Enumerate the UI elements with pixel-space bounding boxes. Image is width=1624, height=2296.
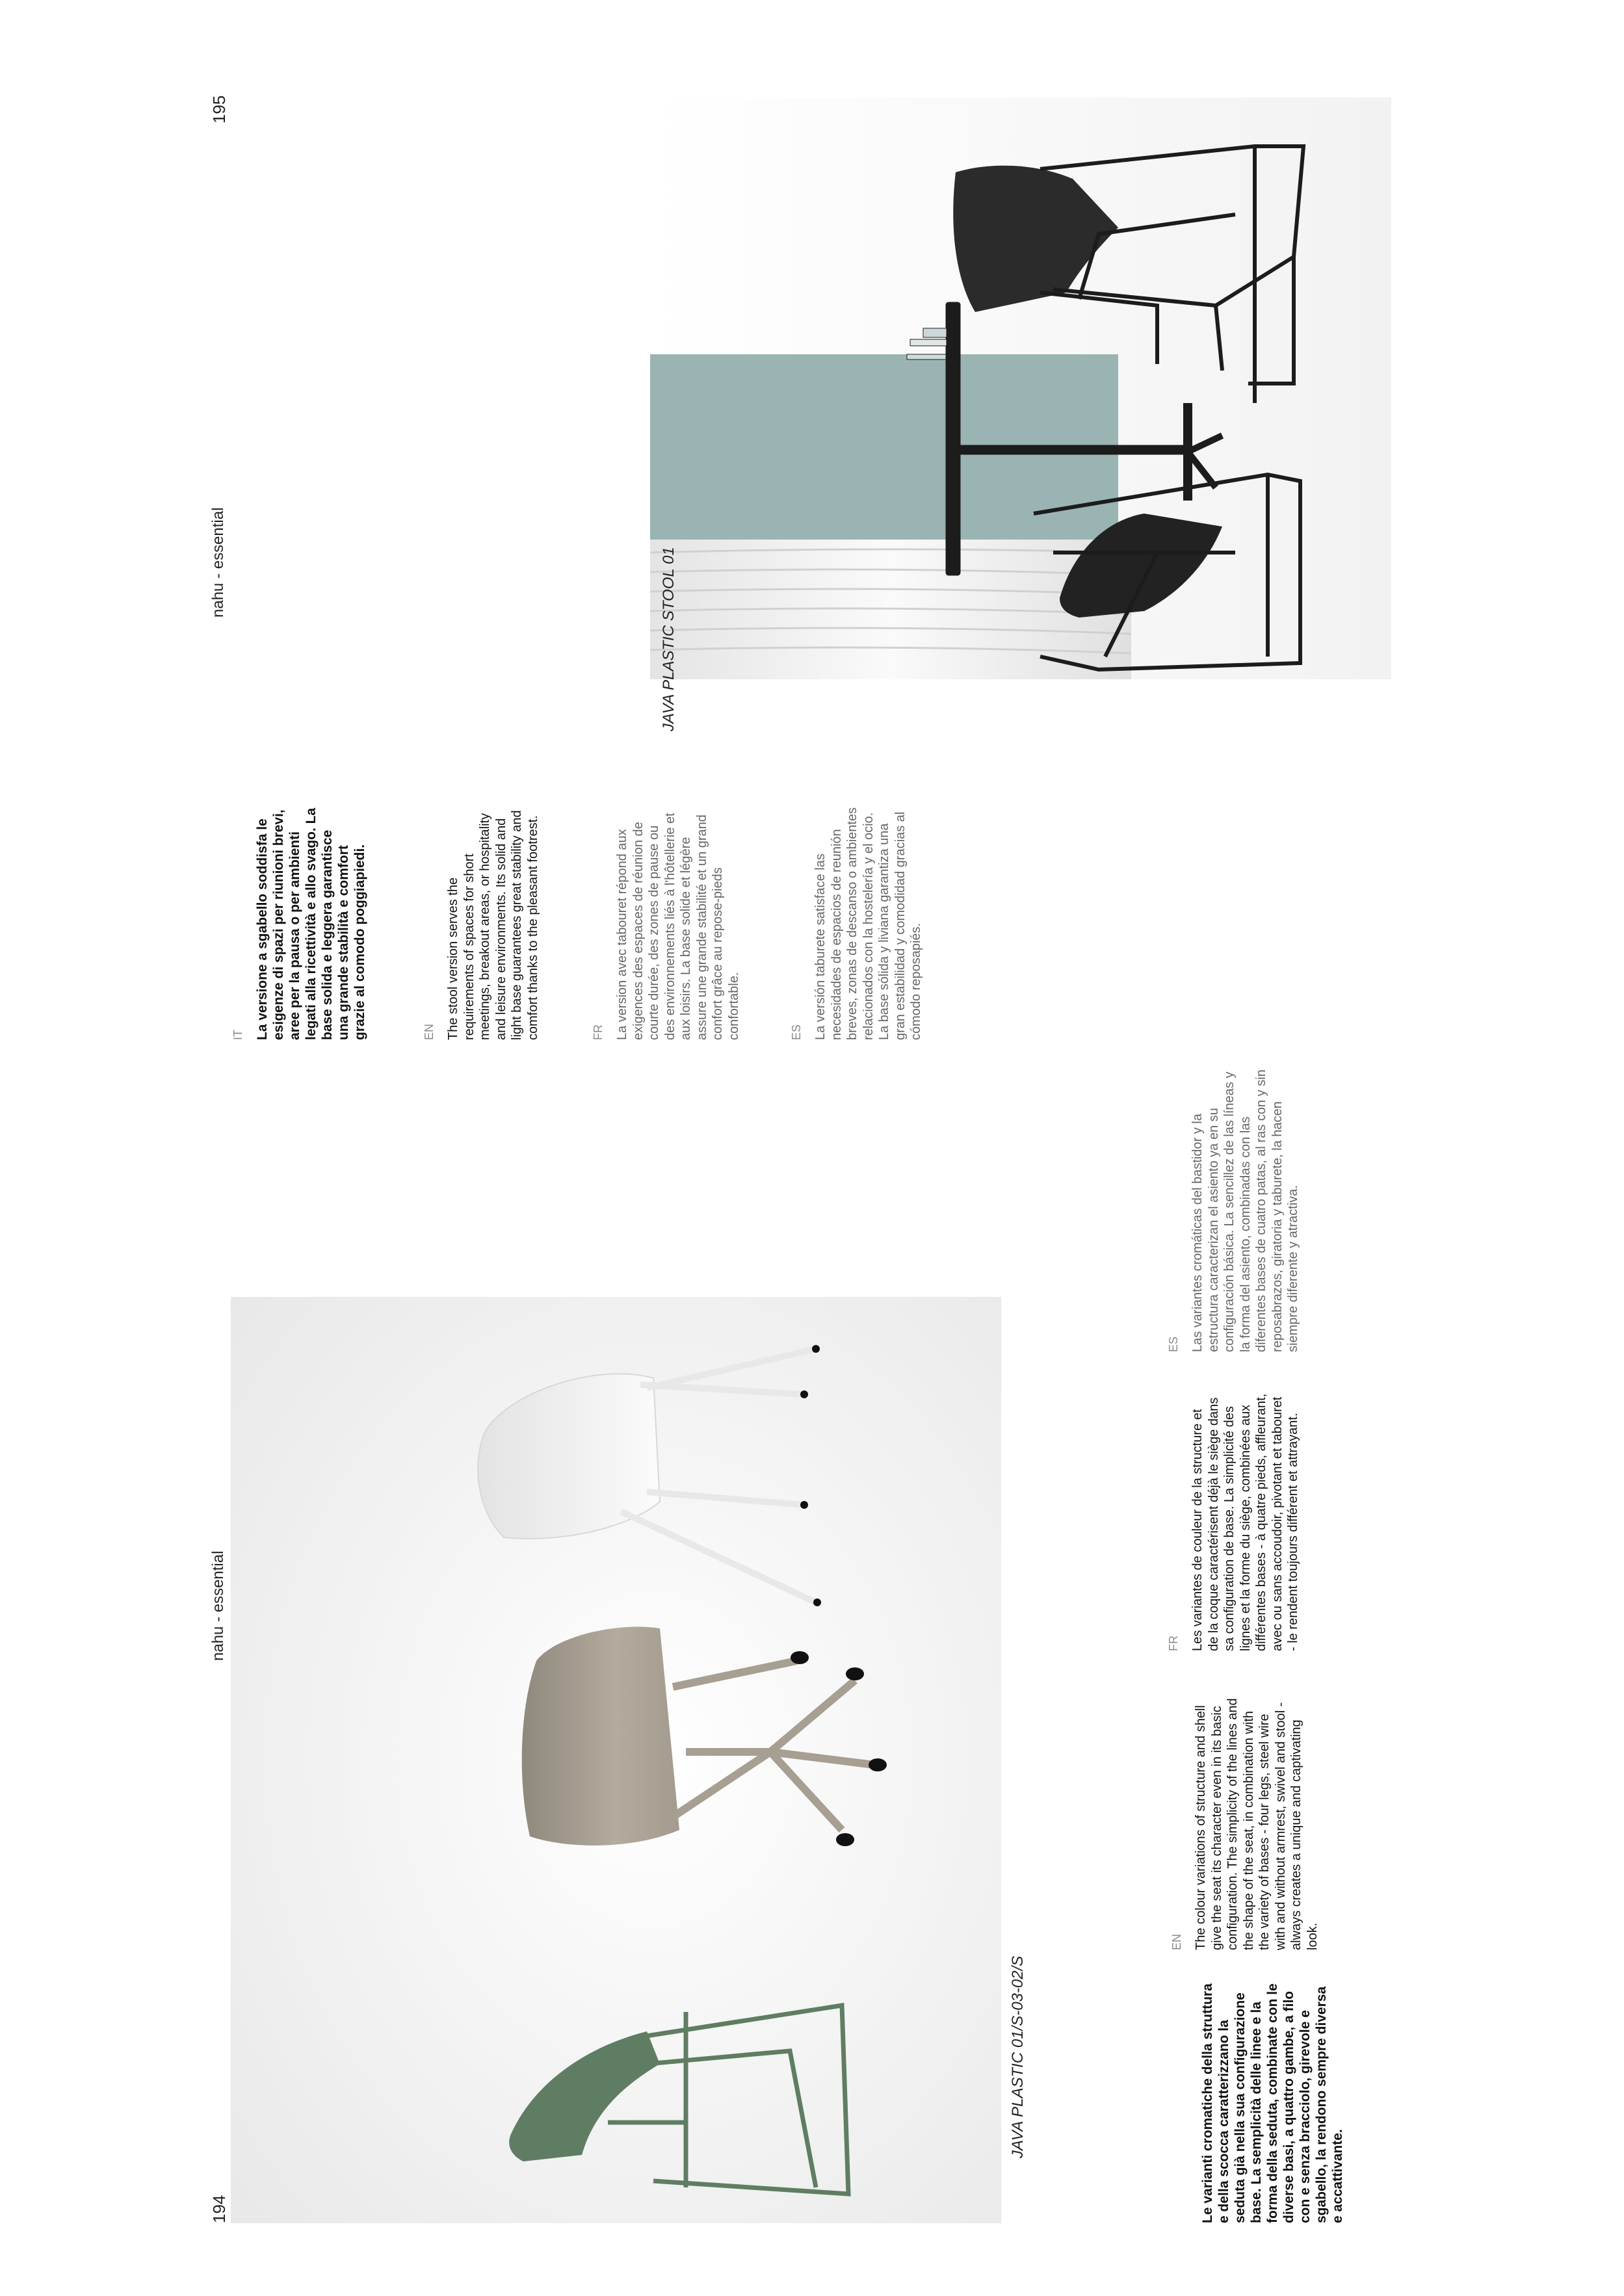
- photo-stool-scene: [650, 98, 1391, 679]
- paragraph-fr-left: Les variantes de couleur de la structure et de la coque caractérisent déjà le siège dans sa configuration de base. La simplicité des lignes et la forme du siège, combinées aux différentes bases - à quatre pieds, affleurant, avec ou sans accoudoir, pivotant et tabouret - le rendent toujours différent et attrayant.: [1190, 1393, 1300, 1651]
- paragraph-es: La versión taburete satisface las necesidades de espacios de reunión breves, zonas de descanso o ambientes relacionados con la hostelería y el ocio. La base sólida y liviana garantiza una gran estabilidad y comodidad gracias al cómodo reposapiés.: [813, 807, 923, 1040]
- text-es-right: [790, 806, 924, 1040]
- paragraph-it-left: Le varianti cromatiche della struttura e della scocca caratterizzano la seduta già nella sua configurazione base. La semplicità delle linee e la forma della seduta, combinate con le diverse basi, a quattro gambe, a filo con e senza bracciolo, girevole e sgabello, la rendono sempre diversa e accattivante.: [1200, 1983, 1345, 2223]
- paragraph-es-left: Las variantes cromáticas del bastidor y la estructura caracterizan el asiento ya en su configuración básica. La sencillez de las líneas y la forma del asiento, combinadas con las diferentes bases de cuatro patas, al ras con y sin reposabrazos, giratoria y taburete, la hacen siempre diferente y atractiva.: [1190, 1069, 1300, 1352]
- lang-label-en-left: EN: [1170, 1933, 1183, 1950]
- paragraph-en: The stool version serves the requirements of spaces for short meetings, breakout areas, or hospitality and leisure environments. Its solid and light base guarantees great stability and comfort thanks to the pleasant footrest.: [446, 810, 540, 1040]
- lang-label-fr: FR: [592, 1024, 605, 1040]
- running-head-right: nahu - essential: [209, 507, 227, 618]
- running-head-left: nahu - essential: [209, 1550, 227, 1661]
- lang-label-es: ES: [790, 1024, 803, 1040]
- caption-right: JAVA PLASTIC STOOL 01: [660, 547, 677, 731]
- page-number-left: 194: [209, 2195, 229, 2223]
- text-en-right: [423, 806, 541, 1040]
- photo-three-chairs: [231, 1297, 1001, 2223]
- page-number-right: 195: [209, 95, 229, 124]
- lang-label-fr-left: FR: [1167, 1636, 1180, 1651]
- paragraph-it: La versione a sgabello soddisfa le esigenze di spazi per riunioni brevi, aree per la pausa o per ambienti legati alla ricettività e allo svago. La base solida e leggera garantisce una grande stabilità e comfort grazie al comodo poggiapiedi.: [255, 807, 367, 1040]
- text-fr-left: [1167, 1391, 1302, 1651]
- caption-left: JAVA PLASTIC 01/S-03-02/S: [1009, 1955, 1027, 2158]
- lang-label-en: EN: [423, 1023, 436, 1040]
- lang-label-it: IT: [231, 1030, 244, 1040]
- text-es-left: [1167, 1066, 1302, 1352]
- text-en-left: [1170, 1690, 1320, 1950]
- text-fr-right: [592, 806, 742, 1040]
- paragraph-fr: La version avec tabouret répond aux exigences des espaces de réunion de courte durée, des zones de pause ou des environnements liés à l'hôtellerie et aux loisirs. La base solide et légère assure une grande stabilité et un grand confort grâce au repose-pieds confortable.: [615, 813, 741, 1040]
- text-it-right: [231, 806, 368, 1040]
- text-it-left: [1199, 1976, 1346, 2223]
- paragraph-en-left: The colour variations of structure and shell give the seat its character even in its basic configuration. The simplicity of the lines and the shape of the seat, in combination with the variety of bases - four legs, steel wire with and without armrest, swivel and stool - always creates a unique and captivating look.: [1194, 1698, 1320, 1950]
- lang-label-es-left: ES: [1167, 1336, 1180, 1352]
